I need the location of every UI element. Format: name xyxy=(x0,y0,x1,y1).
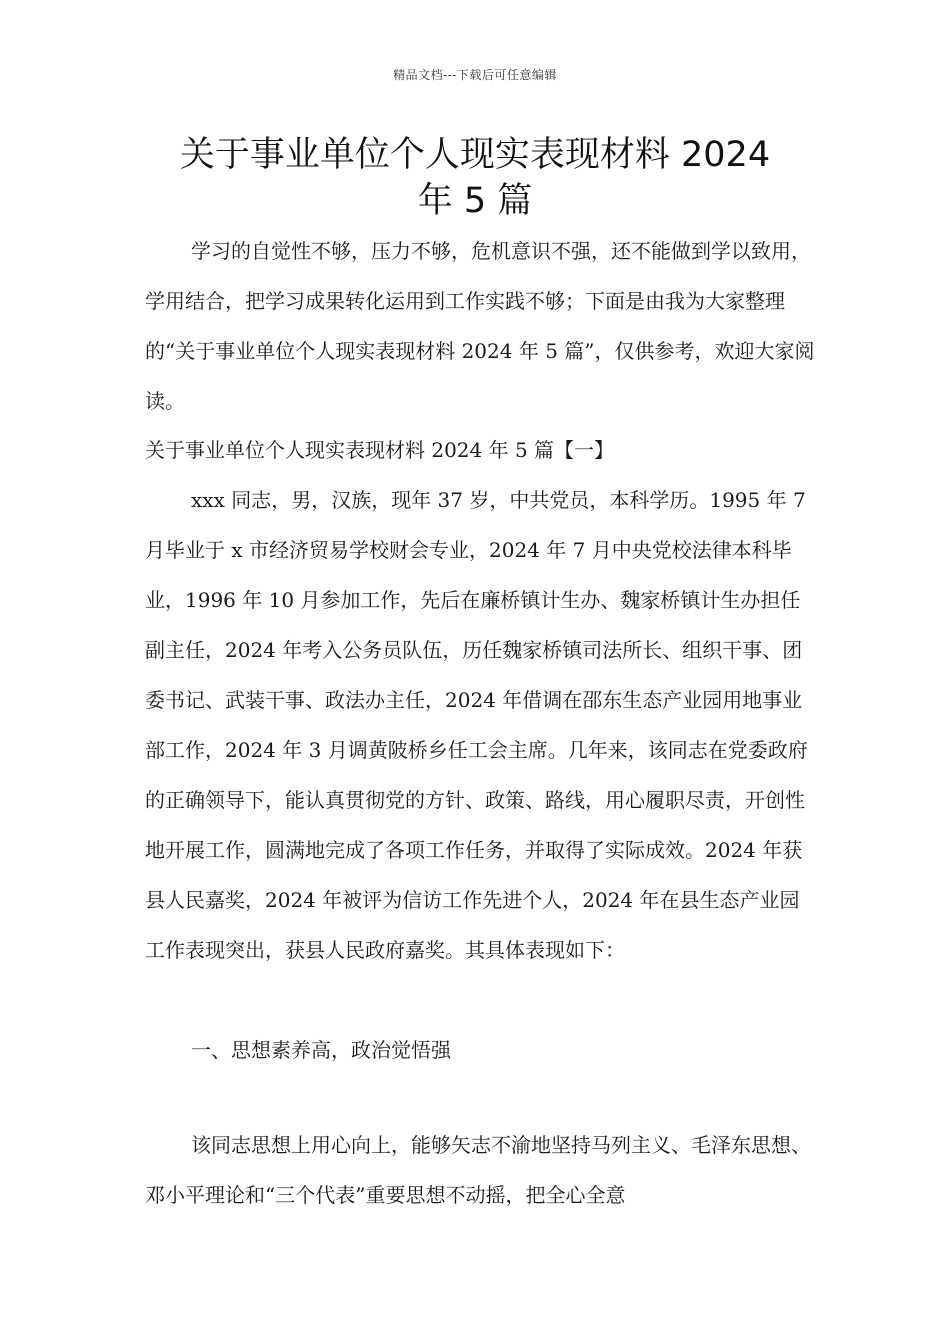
paragraph-2: 该同志思想上用心向上，能够矢志不渝地坚持马列主义、毛泽东思想、邓小平理论和“三个代表”重要思想不动摇，把全心全意 xyxy=(145,1133,811,1207)
document-title xyxy=(140,132,810,224)
header-note: 精品文档---下载后可任意编辑 xyxy=(393,68,557,82)
subheading-1: 一、思想素养高，政治觉悟强 xyxy=(191,1038,451,1062)
title-line-2: 年 5 篇 xyxy=(417,181,533,221)
paragraph-1: xxx 同志，男，汉族，现年 37 岁，中共党员，本科学历。1995 年 7 月毕业于 x 市经济贸易学校财会专业，2024 年 7 月中央党校法律本科毕业，1996 年 10 月参加工作，先后在廉桥镇计生办、魏家桥镇计生办担任副主任，2024 年考入公务员队伍，历任魏家桥镇司法所长、组织干事、团委书记、武装干事、政法办主任，2024 年借调在邵东生态产业园用地事业部工作，2024 年 3 月调黄陂桥乡任工会主席。几年来，该同志在党委政府的正确领导下，能认真贯彻党的方针、政策、路线，用心履职尽责，开创性地开展工作，圆满地完成了各项工作任务，并取得了实际成效。2024 年获县人民嘉奖，2024 年被评为信访工作先进个人，2024 年在县生态产业园工作表现突出，获县人民政府嘉奖。其具体表现如下： xyxy=(145,488,808,962)
title-line-1: 关于事业单位个人现实表现材料 2024 xyxy=(179,135,771,175)
section-1-title: 关于事业单位个人现实表现材料 2024 年 5 篇【一】 xyxy=(145,438,615,462)
intro-paragraph: 学习的自觉性不够，压力不够，危机意识不强，还不能做到学以致用，学用结合，把学习成果转化运用到工作实践不够；下面是由我为大家整理的“关于事业单位个人现实表现材料 2024 年 5 篇”，仅供参考，欢迎大家阅读。 xyxy=(145,239,815,413)
